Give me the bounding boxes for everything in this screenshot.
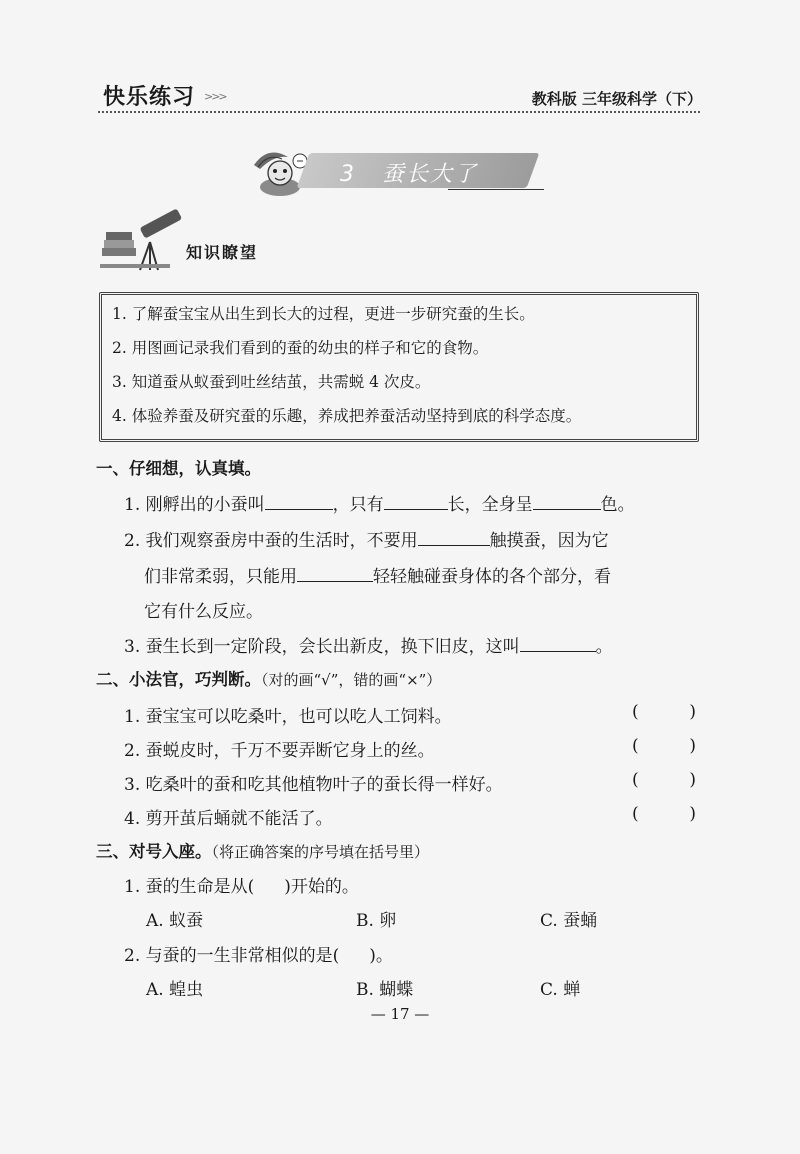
choice-option-a: A. 蝗虫 <box>146 980 204 1000</box>
series-title: 快乐练习 <box>103 85 196 110</box>
chapter-banner <box>248 143 548 203</box>
section1-title: 一、仔细想，认真填。 <box>96 459 261 478</box>
chapter-heading <box>340 157 478 188</box>
choice-option-b: B. 卵 <box>356 911 397 931</box>
fill-question-2-end: 它有什么反应。 <box>144 602 263 622</box>
section2-title: 二、小法官，巧判断。（对的画“√”，错的画“×”） <box>96 670 442 689</box>
answer-blank[interactable] <box>384 491 448 510</box>
knowledge-item: 2. 用图画记录我们看到的蚕的幼虫的样子和它的食物。 <box>112 339 489 357</box>
judge-item: 4. 剪开茧后蛹就不能活了。 <box>124 809 333 829</box>
section3-note: （将正确答案的序号填在括号里） <box>211 843 430 861</box>
choice-option-c: C. 蝉 <box>540 980 581 1000</box>
header-arrows: >>> <box>204 90 226 103</box>
section3-title: 三、对号入座。（将正确答案的序号填在括号里） <box>96 842 430 861</box>
answer-parentheses[interactable]: ( ) <box>632 770 696 790</box>
fill-question-2-cont: 们非常柔弱，只能用 轻轻触碰蚕身体的各个部分，看 <box>144 562 611 587</box>
edition-label: 教科版 三年级科学（下） <box>531 90 702 108</box>
judge-item: 3. 吃桑叶的蚕和吃其他植物叶子的蚕长得一样好。 <box>124 775 503 795</box>
header-divider <box>98 111 700 113</box>
choice-option-b: B. 蝴蝶 <box>356 980 414 1000</box>
fill-question-2: 2. 我们观察蚕房中蚕的生活时，不要用 触摸蚕，因为它 <box>124 526 609 551</box>
chapter-number: 3 <box>340 162 356 187</box>
telescope-icon <box>100 208 186 272</box>
section2-note: （对的画“√”，错的画“×”） <box>261 671 442 689</box>
fill-question-3: 3. 蚕生长到一定阶段，会长出新皮，换下旧皮，这叫 。 <box>124 632 613 657</box>
knowledge-item: 1. 了解蚕宝宝从出生到长大的过程，更进一步研究蚕的生长。 <box>112 305 535 323</box>
answer-blank[interactable] <box>533 491 601 510</box>
answer-blank[interactable] <box>297 563 373 582</box>
answer-parentheses[interactable]: ( ) <box>632 804 696 824</box>
answer-blank[interactable] <box>265 491 333 510</box>
knowledge-item: 3. 知道蚕从蚁蚕到吐丝结茧，共需蜕 4 次皮。 <box>112 373 431 391</box>
page-number: — 17 — <box>370 1005 430 1023</box>
choice-option-a: A. 蚁蚕 <box>146 911 204 931</box>
answer-blank[interactable] <box>418 527 490 546</box>
choice-option-c: C. 蚕蛹 <box>540 911 598 931</box>
answer-parentheses[interactable]: ( ) <box>632 702 696 722</box>
answer-parentheses[interactable]: ( ) <box>632 736 696 756</box>
fill-question-1: 1. 刚孵出的小蚕叫 ，只有 长，全身呈 色。 <box>124 490 635 515</box>
banner-underline <box>448 189 544 190</box>
chapter-title: 蚕长大了 <box>382 162 479 187</box>
knowledge-title: 知识瞭望 <box>186 243 259 262</box>
choice-question-2: 2. 与蚕的一生非常相似的是( )。 <box>124 946 393 966</box>
judge-item: 1. 蚕宝宝可以吃桑叶，也可以吃人工饲料。 <box>124 707 452 727</box>
choice-question-1: 1. 蚕的生命是从( )开始的。 <box>124 877 359 897</box>
judge-item: 2. 蚕蜕皮时，千万不要弄断它身上的丝。 <box>124 741 435 761</box>
knowledge-item: 4. 体验养蚕及研究蚕的乐趣，养成把养蚕活动坚持到底的科学态度。 <box>112 407 582 425</box>
answer-blank[interactable] <box>520 633 596 652</box>
